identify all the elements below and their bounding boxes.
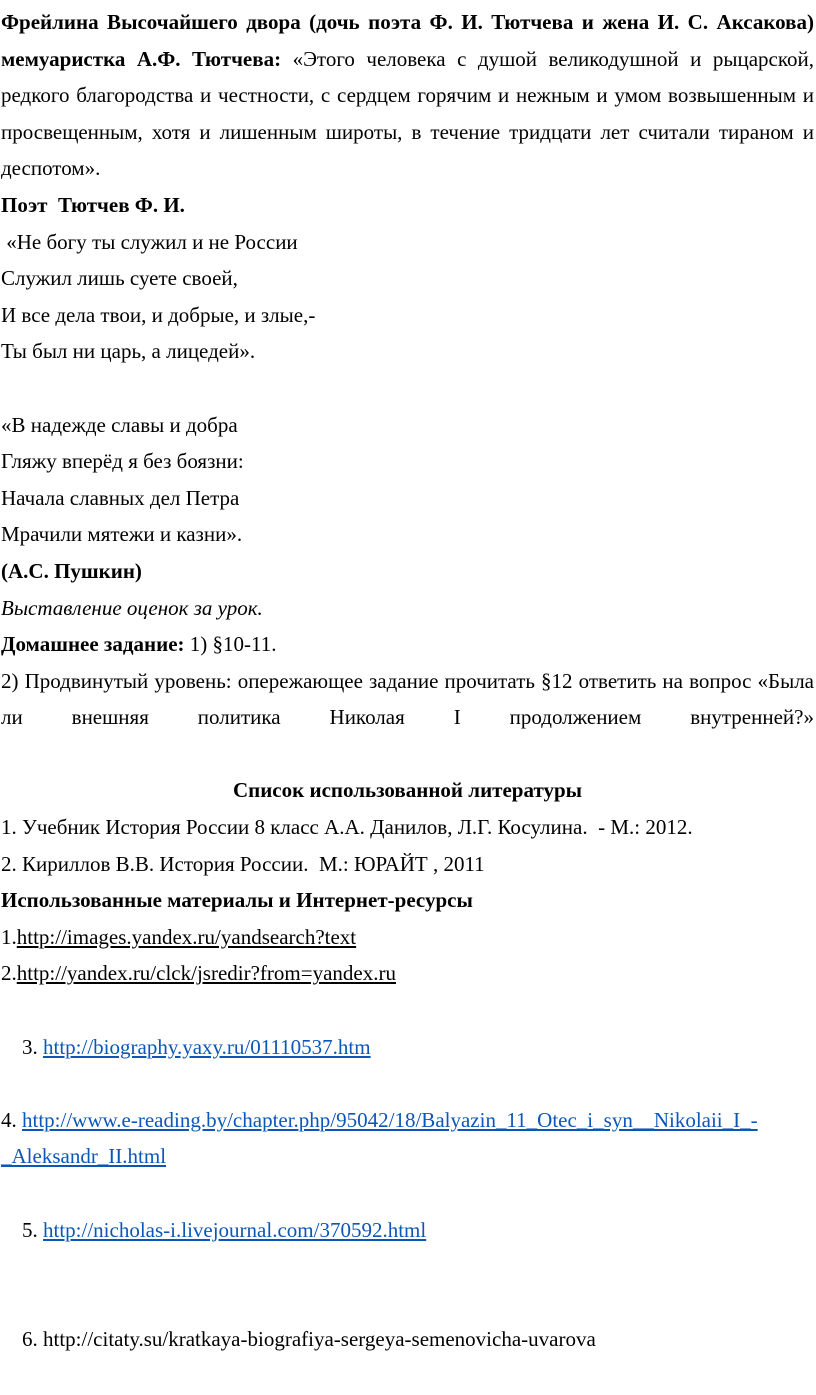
references-title: Список использованной литературы [232,778,583,803]
reference-item: 1. Учебник История России 8 класс А.А. Данилов, Л.Г. Косулина. - М.: 2012. [1,815,693,840]
poet1-heading: Поэт Тютчев Ф. И. [1,192,185,217]
resource-number: 4. [1,1107,22,1132]
poem2-line: Начала славных дел Петра [1,485,240,510]
resource-item [1,919,814,956]
homework-line [1,626,814,663]
resource-item [1,1285,814,1395]
intro-author: Фрейлина Высочайшего двора (дочь поэта Ф. И. Тютчева и жена И. С. Аксакова) мемуаристка А.Ф. Тютчева: [1,10,814,71]
resource-link[interactable]: http://biography.yaxy.ru/01110537.htm [43,1034,371,1059]
poem1-line: «Не богу ты служил и не России [1,229,298,254]
resource-number: 2. [1,961,17,986]
resource-item [1,992,814,1102]
resource-item [1,1175,814,1285]
resource-link[interactable]: http://yandex.ru/clck/jsredir?from=yandex.ru [16,961,396,986]
resource-item [1,955,814,992]
resources-title: Использованные материалы и Интернет-ресурсы [1,888,473,913]
intro-paragraph [1,4,814,187]
resource-number: 5. [22,1217,43,1242]
poem2-author: (А.С. Пушкин) [1,558,142,583]
spacer [1,370,814,407]
resource-number: 6. [22,1327,43,1352]
reference-item: 2. Кириллов В.В. История России. М.: ЮРАЙТ , 2011 [1,851,485,876]
homework-label: Домашнее задание: [1,632,185,657]
intro-quote: «Этого человека с душой великодушной и рыцарской, редкого благородства и честности, с сердцем горячим и нежным и умом возвышенным и просвещенным, хотя и лишенным широты, в течение тридцати лет считали тираном и деспотом». [1,46,814,181]
resource-link[interactable]: http://www.e-reading.by/chapter.php/95042/18/Balyazin_11_Otec_i_syn__Nikolaii_I_-_Aleksandr_II.html [1,1107,758,1169]
homework-task1: 1) §10-11. [184,632,277,657]
poem2-line: «В надежде славы и добра [1,412,238,437]
poem1-line: Служил лишь суете своей, [1,266,238,291]
poem1-line: И все дела твои, и добрые, и злые,- [1,302,316,327]
resource-link[interactable]: http://nicholas-i.livejournal.com/370592.html [43,1217,427,1242]
poem1-line: Ты был ни царь, а лицедей». [1,339,256,364]
poem2-line: Гляжу вперёд я без боязни: [1,449,244,474]
poem2-line: Мрачили мятежи и казни». [1,522,243,547]
grading-note: Выставление оценок за урок. [1,595,263,620]
resource-url-text: http://citaty.su/kratkaya-biografiya-sergeya-semenovicha-uvarova [43,1327,596,1352]
spacer [1,736,814,773]
resource-link[interactable]: http://images.yandex.ru/yandsearch?text [16,924,357,949]
homework-task2: 2) Продвинутый уровень: опережающее задание прочитать §12 ответить на вопрос «Была ли внешняя политика Николая I продолжением внутренней?» [1,668,814,730]
resource-number: 1. [1,924,17,949]
resource-item [1,1102,761,1175]
resource-number: 3. [22,1034,43,1059]
